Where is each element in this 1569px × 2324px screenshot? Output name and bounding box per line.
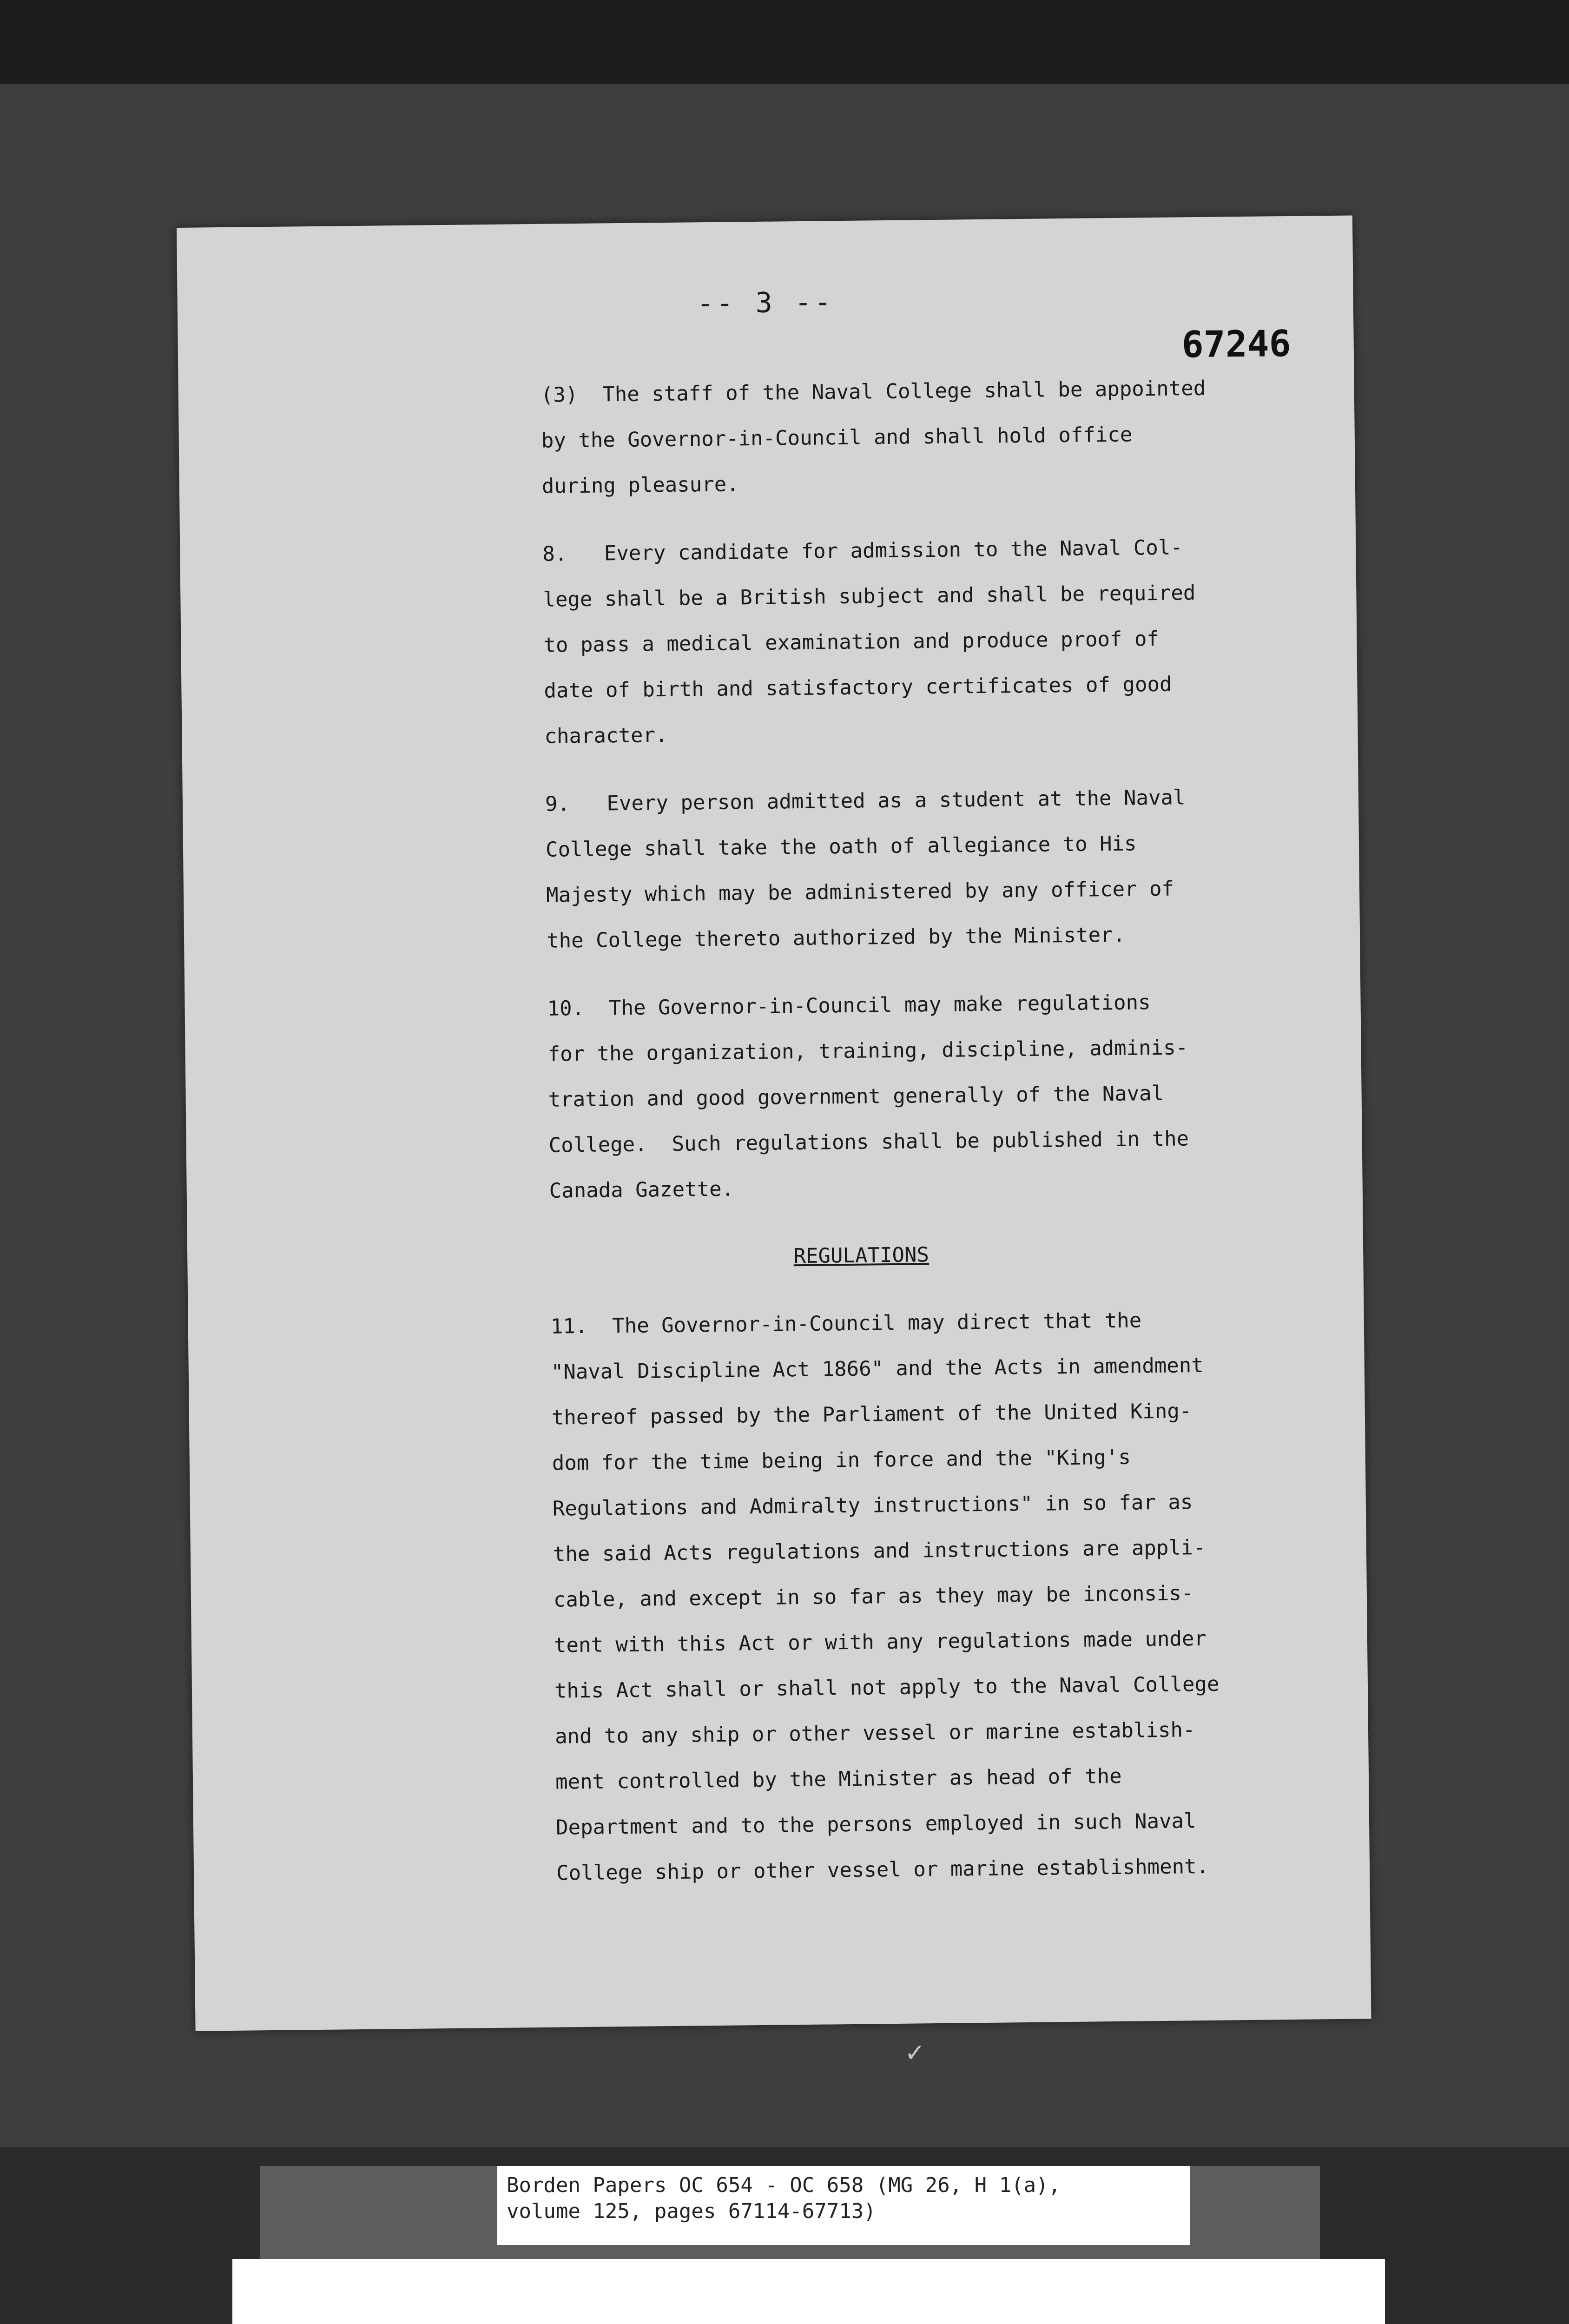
text-line: by the Governor-in-Council and shall hold office — [541, 423, 1133, 453]
reference-label — [497, 2166, 1190, 2245]
text-line: character. — [544, 723, 668, 748]
text-line: College. Such regulations shall be published in the — [548, 1127, 1189, 1157]
text-line: Majesty which may be administered by any officer of — [546, 877, 1174, 907]
text-line: ment controlled by the Minister as head of the — [555, 1764, 1122, 1794]
text-line: 9. Every person admitted as a student at the Naval — [545, 786, 1186, 816]
text-line: dom for the time being in force and the "King's — [552, 1445, 1131, 1475]
text-line: 8. Every candidate for admission to the Naval Col- — [542, 535, 1183, 566]
text-line: Regulations and Admiralty instructions" in so far as — [552, 1490, 1193, 1521]
text-line: lege shall be a British subject and shall be required — [543, 581, 1196, 612]
text-line: "Naval Discipline Act 1866" and the Acts in amendment — [551, 1353, 1204, 1384]
reference-line-1: Borden Papers OC 654 - OC 658 (MG 26, H 1(a), — [507, 2173, 1061, 2197]
text-line: thereof passed by the Parliament of the United King- — [551, 1399, 1192, 1430]
text-line: Department and to the persons employed in such Naval — [555, 1809, 1196, 1840]
text-line: College shall take the oath of allegiance to His — [545, 832, 1137, 862]
text-line: cable, and except in so far as they may be inconsis- — [553, 1581, 1194, 1612]
stamp-number: 67246 — [1181, 323, 1292, 366]
check-mark-icon: ✓ — [906, 2036, 923, 2068]
text-line: for the organization, training, discipline, adminis- — [547, 1036, 1188, 1066]
text-line: 10. The Governor-in-Council may make regulations — [547, 990, 1151, 1021]
text-line: and to any ship or other vessel or marine establish- — [554, 1718, 1195, 1749]
paragraph-3 — [541, 364, 1332, 509]
text-line: Canada Gazette. — [549, 1177, 734, 1203]
archive-card — [232, 2259, 1385, 2324]
document-page — [177, 216, 1371, 2031]
paragraph-10 — [547, 978, 1339, 1214]
text-line: 11. The Governor-in-Council may direct that the — [550, 1308, 1142, 1339]
paragraph-9 — [545, 773, 1337, 964]
text-line: tration and good government generally of the Naval — [548, 1081, 1164, 1112]
text-line: the said Acts regulations and instructions are appli- — [553, 1535, 1206, 1566]
text-line: date of birth and satisfactory certificates of good — [544, 672, 1172, 703]
paragraph-11 — [550, 1296, 1346, 1896]
page-number: -- 3 -- — [696, 286, 834, 320]
text-line: College ship or other vessel or marine establishment. — [556, 1854, 1209, 1885]
text-line: tent with this Act or with any regulations made under — [554, 1626, 1207, 1657]
reference-line-2: volume 125, pages 67114-67713) — [507, 2199, 876, 2223]
text-line: this Act shall or shall not apply to the Naval College — [554, 1672, 1220, 1703]
section-heading: REGULATIONS — [793, 1243, 930, 1268]
text-line: to pass a medical examination and produce proof of — [543, 627, 1160, 657]
document-body — [541, 364, 1347, 1919]
film-top-border — [0, 0, 1569, 84]
text-line: the College thereto authorized by the Minister. — [546, 923, 1126, 953]
paragraph-8 — [542, 523, 1335, 759]
text-line: during pleasure. — [541, 472, 739, 498]
text-line: (3) The staff of the Naval College shall be appointed — [541, 376, 1206, 407]
